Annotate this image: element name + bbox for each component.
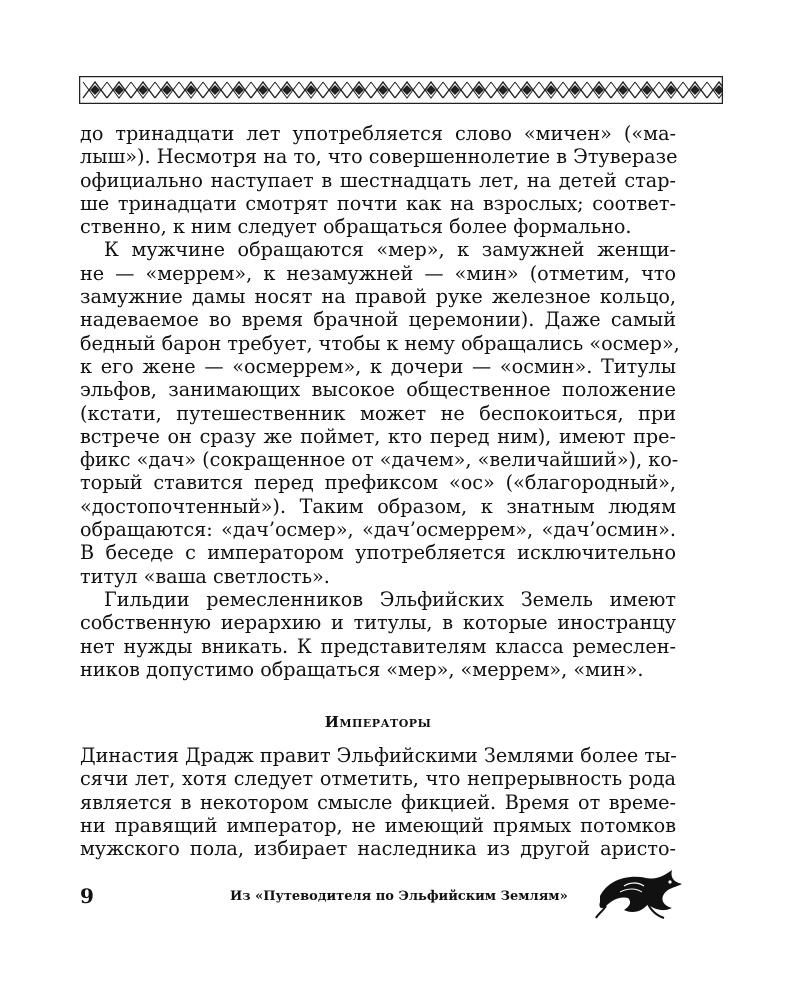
section-title-emperors: Императоры [324,713,432,731]
text-line: ни правящий император, не имеющий прямых потомков [80,813,676,837]
text-line: фикс «дач» (сокращенное от «дачем», «величайший»), ко- [80,448,679,472]
text-line: замужние дамы носят на правой руке железное кольцо, [80,285,676,309]
text-line: бедный барон требует, чтобы к нему обращались «осмер», [80,331,680,355]
text-line: ше тринадцати смотрят почти как на взрослых; соответ- [80,191,676,215]
text-line: эльфов, занимающих высокое общественное положение [80,378,676,402]
paragraph [80,588,676,681]
dragon-icon [594,866,686,922]
text-line: обращаются: «дач’осмер», «дач’осмеррем», «дач’осмин». [80,518,676,542]
main-text [80,122,680,681]
text-line: К мужчине обращаются «мер», к замужней женщи- [104,238,676,262]
text-line: титул «ваша светлость». [80,564,330,588]
text-line: торый ставится перед префиксом «ос» («благородный», [80,471,676,495]
text-line: собственную иерархию и титулы, в которые иностранцу [80,611,676,635]
section-text [80,744,676,860]
text-line: мужского пола, избирает наследника из другой аристо- [80,837,676,861]
text-line: лыш»). Несмотря на то, что совершеннолетие в Этуверазе [80,145,678,169]
text-line: ников допустимо обращаться «мер», «меррем», «мин». [80,657,644,681]
text-line: (кстати, путешественник может не беспокоиться, при [80,401,676,425]
text-line: ственно, к ним следует обращаться более формально. [80,215,632,239]
text-line: является в некотором смысле фикцией. Время от време- [80,790,676,814]
text-line: не — «меррем», к незамужней — «мин» (отметим, что [80,261,676,285]
paragraph [80,238,680,588]
text-line: Гильдии ремесленников Эльфийских Земель имеют [104,587,676,611]
text-line: к его жене — «осмеррем», к дочери — «осмин». Титулы [80,354,676,378]
text-line: Династия Драдж правит Эльфийскими Землями более ты- [80,744,677,767]
text-line: надеваемое во время брачной церемонии). Даже самый [80,308,676,332]
text-line: до тринадцати лет употребляется слово «мичен» («ма- [80,122,676,145]
text-line: «достопочтенный»). Таким образом, к знатным людям [80,494,676,518]
text-line: сячи лет, хотя следует отметить, что непрерывность рода [80,767,676,791]
paragraph [80,122,676,238]
text-line: нет нужды вникать. К представителям класса ремеслен- [80,634,676,658]
header-ornament [79,76,723,104]
text-line: официально наступает в шестнадцать лет, на детей стар- [80,168,676,192]
text-line: встрече он сразу же поймет, кто перед ним), имеют пре- [80,424,676,448]
page-number: 9 [80,884,94,908]
text-line: В беседе с императором употребляется исключительно [80,541,676,565]
ornament-band-icon [79,76,723,104]
running-title: Из «Путеводителя по Эльфийским Землям» [230,889,568,904]
